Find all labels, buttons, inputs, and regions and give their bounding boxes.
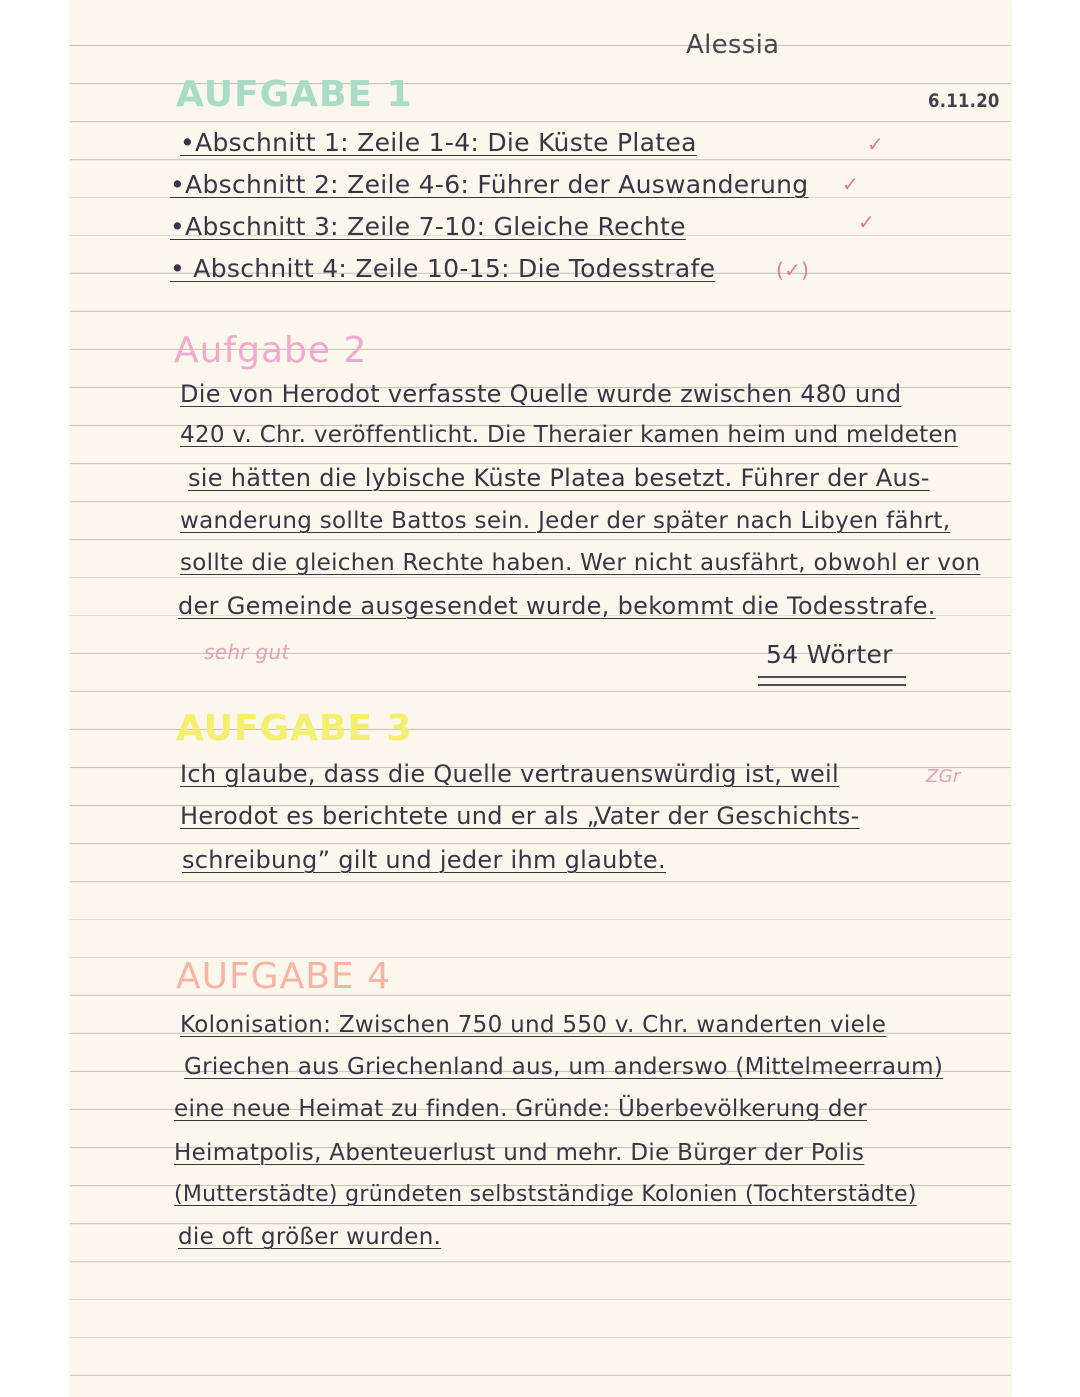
student-name: Alessia — [686, 30, 780, 60]
aufgabe-1-heading: AUFGABE 1 — [176, 74, 413, 115]
notebook-page — [70, 0, 1011, 1397]
aufgabe-2-line: der Gemeinde ausgesendet wurde, bekommt die Todesstrafe. — [178, 592, 936, 620]
margin-note: ZGr — [926, 766, 961, 787]
aufgabe-2-line: 420 v. Chr. veröffentlicht. Die Theraier kamen heim und meldeten — [180, 422, 958, 448]
aufgabe-1-item: •Abschnitt 2: Zeile 4-6: Führer der Auswanderung — [170, 170, 809, 199]
aufgabe-1-item: •Abschnitt 1: Zeile 1-4: Die Küste Platea — [180, 128, 697, 157]
aufgabe-4-line: Griechen aus Griechenland aus, um anderswo (Mittelmeerraum) — [184, 1054, 944, 1080]
aufgabe-4-line: Kolonisation: Zwischen 750 und 550 v. Chr. wanderten viele — [180, 1012, 887, 1038]
aufgabe-1-item: •Abschnitt 3: Zeile 7-10: Gleiche Rechte — [170, 212, 686, 241]
word-count: 54 Wörter — [766, 640, 893, 669]
aufgabe-4-line: (Mutterstädte) gründeten selbstständige Kolonien (Tochterstädte) — [174, 1182, 917, 1207]
aufgabe-3-line: Herodot es berichtete und er als „Vater der Geschichts- — [180, 802, 860, 830]
check-mark: ✓ — [858, 210, 876, 234]
aufgabe-3-line: Ich glaube, dass die Quelle vertrauenswürdig ist, weil — [180, 760, 839, 788]
aufgabe-3-heading: AUFGABE 3 — [176, 708, 413, 749]
check-mark: (✓) — [776, 258, 810, 282]
check-mark: ✓ — [842, 172, 860, 196]
aufgabe-1-item: • Abschnitt 4: Zeile 10-15: Die Todesstrafe — [170, 254, 716, 283]
aufgabe-2-heading: Aufgabe 2 — [174, 330, 368, 371]
aufgabe-4-line: eine neue Heimat zu finden. Gründe: Überbevölkerung der — [174, 1096, 867, 1122]
aufgabe-3-line: schreibung” gilt und jeder ihm glaubte. — [182, 846, 666, 874]
aufgabe-4-heading: AUFGABE 4 — [176, 956, 391, 997]
aufgabe-4-line: Heimatpolis, Abenteuerlust und mehr. Die Bürger der Polis — [174, 1140, 865, 1166]
aufgabe-2-line: sollte die gleichen Rechte haben. Wer nicht ausfährt, obwohl er von — [180, 550, 981, 576]
teacher-note: sehr gut — [204, 640, 290, 664]
date: 6.11.20 — [928, 90, 1000, 112]
aufgabe-2-line: Die von Herodot verfasste Quelle wurde zwischen 480 und — [180, 380, 902, 408]
aufgabe-2-line: sie hätten die lybische Küste Platea besetzt. Führer der Aus- — [188, 464, 930, 492]
check-mark: ✓ — [867, 132, 885, 156]
word-count-underline — [758, 676, 906, 686]
aufgabe-2-line: wanderung sollte Battos sein. Jeder der später nach Libyen fährt, — [180, 508, 951, 534]
aufgabe-4-line: die oft größer wurden. — [178, 1224, 442, 1250]
